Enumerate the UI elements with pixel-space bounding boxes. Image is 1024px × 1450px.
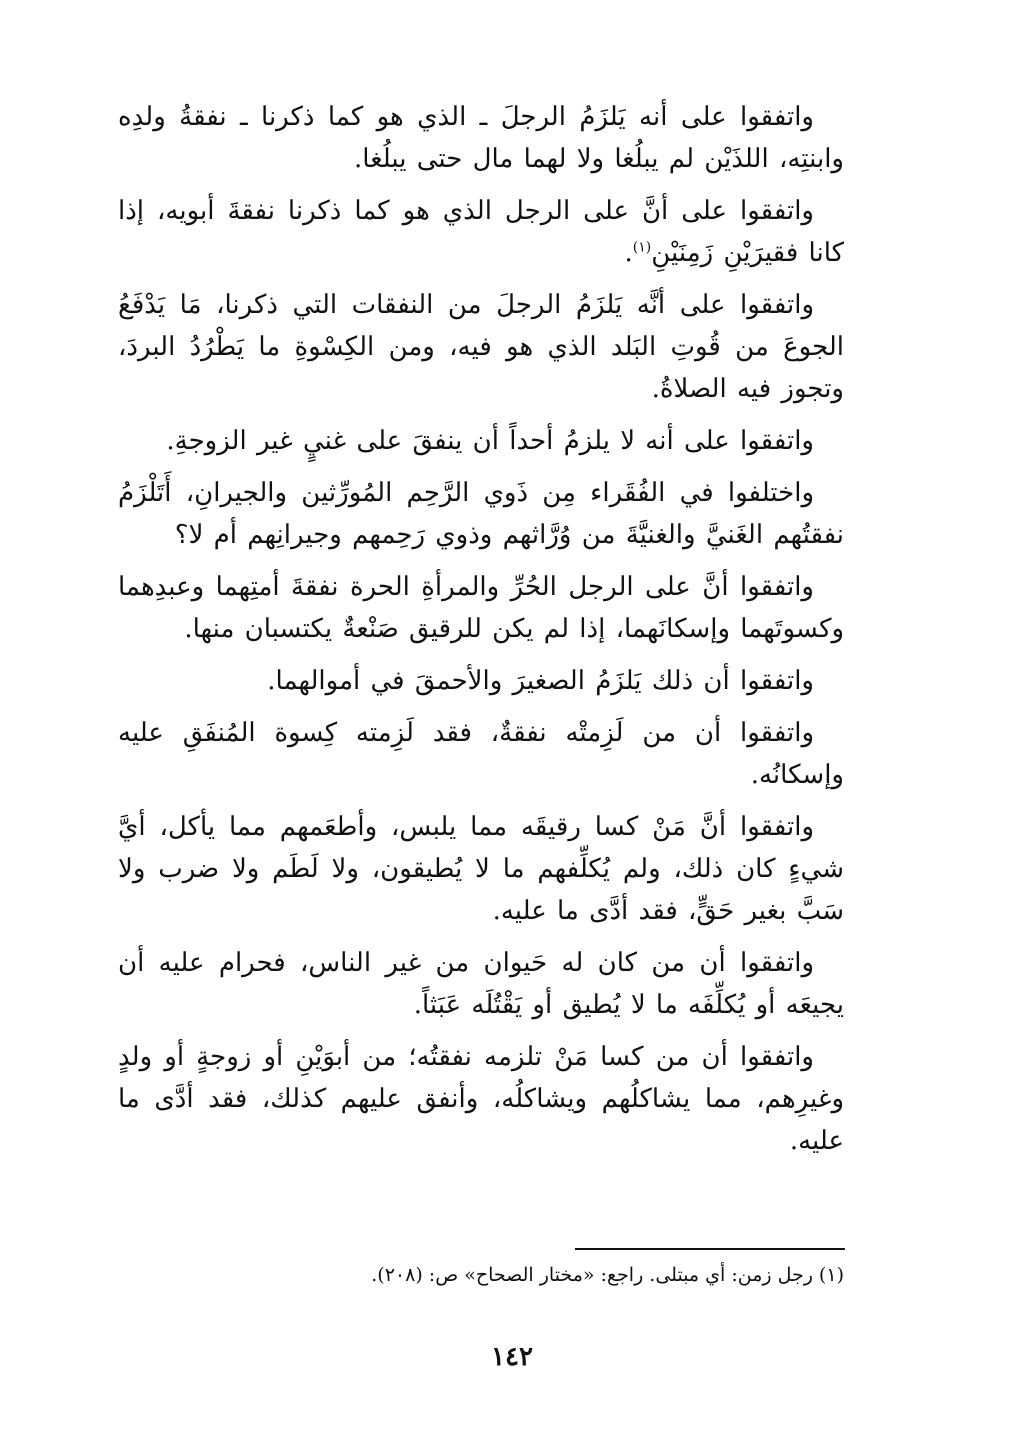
footnote: (١) رجل زمن: أي مبتلى. راجع: «مختار الصحاح» ص: (٢٠٨). [371,1264,844,1286]
paragraph-3: واتفقوا على أنَّه يَلزَمُ الرجلَ من النفقات التي ذكرنا، مَا يَدْفَعُ الجوعَ من قُوتِ البَلد الذي هو فيه، ومن الكِسْوةِ ما يَطْرُدُ البردَ، وتجوز فيه الصلاةُ. [118,290,844,404]
paragraph-2 [118,190,844,274]
paragraph-2-text: واتفقوا على أنَّ على الرجل الذي هو كما ذكرنا نفقةَ أبويه، إذا كانا فقيرَيْنِ زَمِنَيْنِ [118,196,844,268]
paragraph-1: واتفقوا على أنه يَلزَمُ الرجلَ ـ الذي هو كما ذكرنا ـ نفقةُ ولدِه وابنتِه، اللذَيْن لم يبلُغا ولا لهما مال حتى يبلُغا. [118,102,844,174]
footnote-divider [575,1248,845,1250]
paragraph-11: واتفقوا أن من كسا مَنْ تلزمه نفقتُه؛ من أبوَيْنِ أو زوجةٍ أو ولدٍ وغيرِهم، مما يشاكلُهم ويشاكلُه، وأنفق عليهم كذلك، فقد أدَّى ما عليه. [118,1042,844,1156]
paragraph-7: واتفقوا أن ذلك يَلزَمُ الصغيرَ والأحمقَ في أموالهما. [267,666,814,696]
paragraph-2-end: . [624,238,633,268]
paragraph-6: واتفقوا أنَّ على الرجل الحُرِّ والمرأةِ الحرة نفقةَ أمتِهما وعبدِهما وكسوتَهما وإسكانَهما، إذا لم يكن للرقيق صَنْعةٌ يكتسبان منها. [118,572,844,644]
paragraph-8: واتفقوا أن من لَزِمتْه نفقةٌ، فقد لَزِمته كِسوة المُنفَقِ عليه وإسكانُه. [118,718,844,790]
paragraph-5: واختلفوا في الفُقَراء مِن ذَوي الرَّحِم المُورِّثين والجيرانِ، أَتَلْزَمُ نفقتُهم الغَنيَّ والغنيَّةَ من وُرَّاثهم وذوي رَحِمهم وجيرانِهم أم لا؟ [118,478,844,550]
main-text [118,96,844,1172]
paragraph-4: واتفقوا على أنه لا يلزمُ أحداً أن ينفقَ على غنيٍ غير الزوجةِ. [166,426,814,456]
page-number: ١٤٢ [491,1342,533,1372]
paragraph-9: واتفقوا أنَّ مَنْ كسا رقيقَه مما يلبس، وأطعَمهم مما يأكل، أيَّ شيءٍ كان ذلك، ولم يُكلِّفهم ما لا يُطيقون، ولا لَطَم ولا ضرب ولا سَبَّ بغير حَقٍّ، فقد أدَّى ما عليه. [118,812,844,926]
footnote-reference[interactable]: (١) [632,239,652,256]
paragraph-10: واتفقوا أن من كان له حَيوان من غير الناس، فحرام عليه أن يجيعَه أو يُكلِّفَه ما لا يُطيق أو يَقْتُلَه عَبَثاً. [118,948,844,1020]
